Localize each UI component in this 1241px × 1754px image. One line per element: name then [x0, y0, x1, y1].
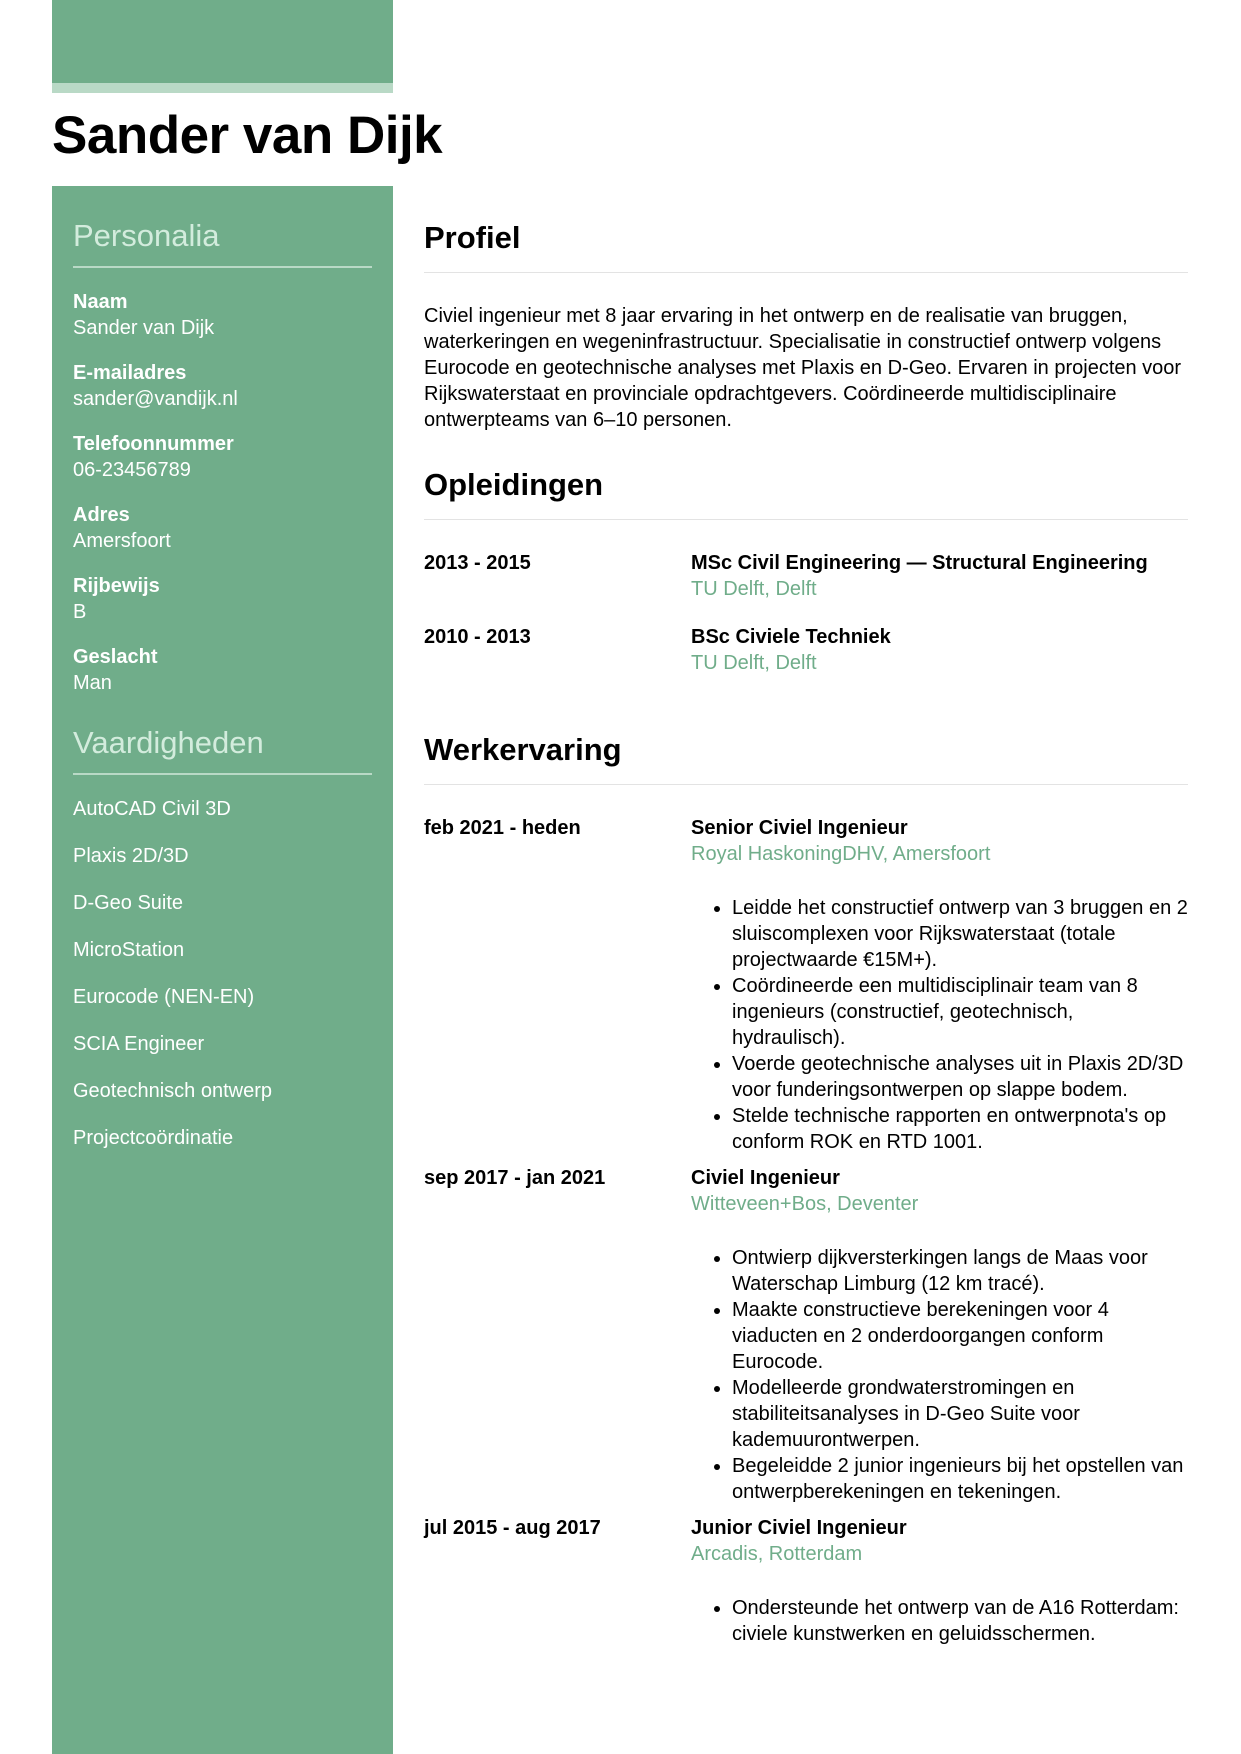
- experience-bullets: [691, 1245, 1188, 1505]
- personalia-phone: [73, 431, 372, 483]
- profile-text: Civiel ingenieur met 8 jaar ervaring in het ontwerp en de realisatie van bruggen, waterkeringen en wegeninfrastructuur. Specialisatie in constructief ontwerp volgens Eurocode en geotechnische analyses met Plaxis en D-Geo. Ervaren in projecten voor Rijkswaterstaat en provinciale opdrachtgevers. Coördineerde multidisciplinaire ontwerpteams van 6–10 personen.: [424, 305, 1182, 431]
- experience-bullet: • Stelde technische rapporten en ontwerpnota's op conform ROK en RTD 1001.: [732, 1103, 1188, 1155]
- skills-heading: Vaardigheden: [73, 725, 264, 760]
- skill-item: D-Geo Suite: [73, 892, 184, 914]
- personalia-email: [73, 360, 372, 412]
- personalia-value: Man: [73, 672, 112, 694]
- skill-item: Projectcoördinatie: [73, 1127, 234, 1149]
- personalia-label: Naam: [73, 291, 128, 313]
- education-heading: Opleidingen: [424, 467, 604, 502]
- education-date: 2013 - 2015: [424, 552, 531, 574]
- experience-bullet: • Leidde het constructief ontwerp van 3 bruggen en 2 sluiscomplexen voor Rijkswaterstaat (totale projectwaarde €15M+).: [732, 895, 1188, 973]
- sidebar: [52, 186, 393, 1754]
- main-content: [424, 186, 1188, 1657]
- education-degree: MSc Civil Engineering — Structural Engineering: [691, 552, 1148, 574]
- skill-item: AutoCAD Civil 3D: [73, 798, 231, 820]
- personalia-label: E-mailadres: [73, 362, 187, 384]
- experience-bullets: [691, 895, 1188, 1155]
- profile-heading: Profiel: [424, 220, 521, 255]
- education-school: TU Delft, Delft: [691, 578, 817, 600]
- personalia-name: [73, 289, 372, 341]
- experience-bullets: [691, 1595, 1188, 1647]
- skill-item: Plaxis 2D/3D: [73, 845, 189, 867]
- section-divider: [424, 272, 1188, 273]
- experience-detail: [691, 815, 1188, 1155]
- personalia-label: Rijbewijs: [73, 575, 160, 597]
- section-divider: [424, 784, 1188, 785]
- education-detail: [691, 550, 1188, 602]
- personalia-license: [73, 573, 372, 625]
- experience-date: sep 2017 - jan 2021: [424, 1167, 606, 1189]
- experience-bullet: • Modelleerde grondwaterstromingen en stabiliteitsanalyses in D-Geo Suite voor kademuurontwerpen.: [732, 1375, 1188, 1453]
- experience-bullet: • Begeleidde 2 junior ingenieurs bij het opstellen van ontwerpberekeningen en tekeningen.: [732, 1453, 1188, 1505]
- experience-bullet: • Voerde geotechnische analyses uit in Plaxis 2D/3D voor funderingsontwerpen op slappe bodem.: [732, 1051, 1188, 1103]
- experience-role: Junior Civiel Ingenieur: [691, 1517, 907, 1539]
- personalia-value: sander@vandijk.nl: [73, 388, 238, 410]
- experience-heading: Werkervaring: [424, 732, 622, 767]
- experience-entry: [424, 1515, 1188, 1647]
- education-date: 2010 - 2013: [424, 626, 531, 648]
- header-accent-stripe: [52, 83, 393, 93]
- candidate-name: Sander van Dijk: [52, 106, 443, 165]
- personalia-label: Telefoonnummer: [73, 433, 234, 455]
- header-accent-bar: [52, 0, 393, 83]
- skill-item: SCIA Engineer: [73, 1033, 205, 1055]
- personalia-value: Amersfoort: [73, 530, 171, 552]
- experience-detail: [691, 1165, 1188, 1505]
- section-divider: [424, 519, 1188, 520]
- personalia-gender: [73, 644, 372, 696]
- personalia-value: B: [73, 601, 87, 623]
- skills-divider: [73, 773, 372, 775]
- experience-entry: [424, 1165, 1188, 1505]
- experience-company: Royal HaskoningDHV, Amersfoort: [691, 843, 991, 865]
- experience-role: Civiel Ingenieur: [691, 1167, 840, 1189]
- experience-role: Senior Civiel Ingenieur: [691, 817, 908, 839]
- personalia-value: Sander van Dijk: [73, 317, 215, 339]
- education-section: [424, 433, 1188, 676]
- personalia-divider: [73, 266, 372, 268]
- experience-bullet: • Coördineerde een multidisciplinair team van 8 ingenieurs (constructief, geotechnisch, hydraulisch).: [732, 973, 1188, 1051]
- experience-company: Arcadis, Rotterdam: [691, 1543, 863, 1565]
- personalia-label: Geslacht: [73, 646, 158, 668]
- experience-date: feb 2021 - heden: [424, 817, 581, 839]
- experience-section: [424, 698, 1188, 1647]
- skill-item: MicroStation: [73, 939, 185, 961]
- skill-item: Eurocode (NEN-EN): [73, 986, 255, 1008]
- profile-section: [424, 186, 1188, 433]
- personalia-address: [73, 502, 372, 554]
- experience-bullet: • Ondersteunde het ontwerp van de A16 Rotterdam: civiele kunstwerken en geluidsschermen.: [732, 1595, 1188, 1647]
- experience-entry: [424, 815, 1188, 1155]
- personalia-label: Adres: [73, 504, 130, 526]
- experience-company: Witteveen+Bos, Deventer: [691, 1193, 919, 1215]
- experience-bullet: • Maakte constructieve berekeningen voor 4 viaducten en 2 onderdoorgangen conform Eurocode.: [732, 1297, 1188, 1375]
- experience-bullet: • Ontwierp dijkversterkingen langs de Maas voor Waterschap Limburg (12 km tracé).: [732, 1245, 1188, 1297]
- personalia-value: 06-23456789: [73, 459, 191, 481]
- education-school: TU Delft, Delft: [691, 652, 817, 674]
- education-entry: [424, 550, 1188, 602]
- skill-item: Geotechnisch ontwerp: [73, 1080, 273, 1102]
- education-degree: BSc Civiele Techniek: [691, 626, 891, 648]
- education-detail: [691, 624, 1188, 676]
- education-entry: [424, 624, 1188, 676]
- personalia-heading: Personalia: [73, 218, 220, 253]
- experience-date: jul 2015 - aug 2017: [424, 1517, 601, 1539]
- experience-detail: [691, 1515, 1188, 1647]
